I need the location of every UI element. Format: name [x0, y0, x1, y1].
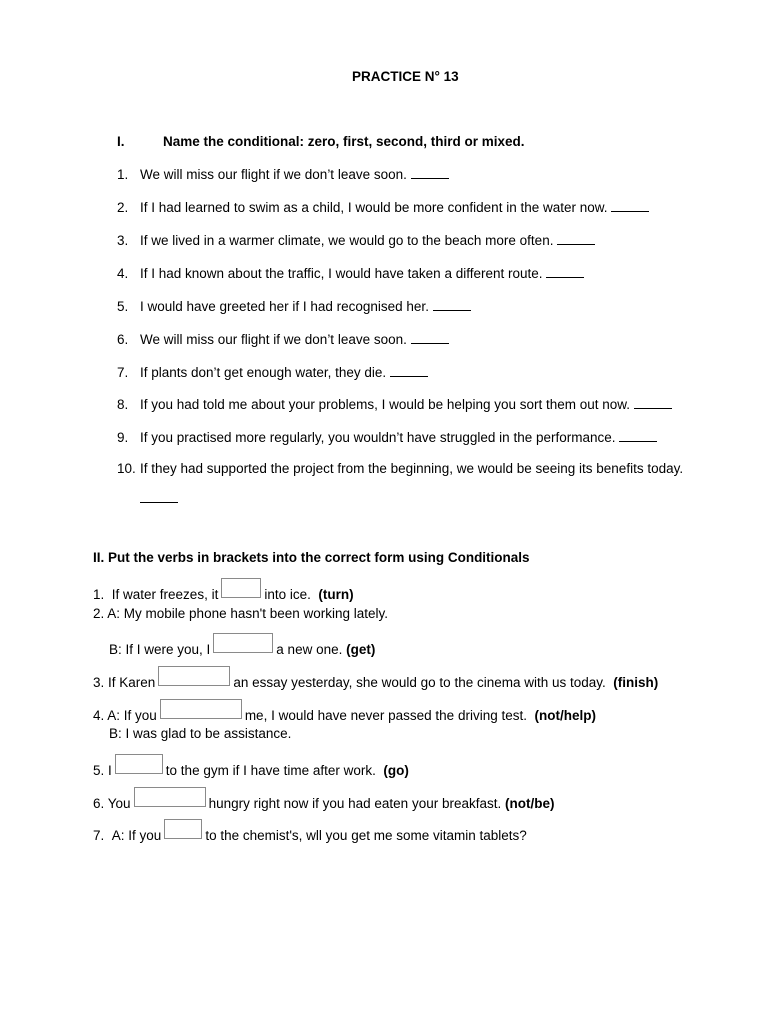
item-text-before: B: If I were you, I — [109, 642, 211, 657]
list-item — [117, 298, 471, 315]
list-item — [117, 265, 584, 282]
item-text: We will miss our flight if we don’t leave soon. — [140, 167, 407, 182]
page-title: PRACTICE N° 13 — [352, 69, 459, 84]
item-text-after: hungry right now if you had eaten your breakfast. — [208, 796, 502, 811]
item-text-before: A: If you — [111, 828, 162, 843]
verb-hint: (go) — [383, 763, 409, 778]
exercise-item-4-b: B: I was glad to be assistance. — [109, 726, 292, 741]
item-text-after: to the gym if I have time after work. — [165, 763, 376, 778]
answer-blank[interactable] — [433, 298, 471, 311]
list-item — [117, 364, 428, 381]
item-number: 10. — [117, 461, 136, 476]
dialogue-line-a: A: My mobile phone hasn't been working lately. — [107, 606, 389, 621]
item-text: I would have greeted her if I had recognised her. — [140, 299, 429, 314]
exercise-item-7 — [93, 824, 527, 844]
item-number: 2. — [93, 606, 105, 621]
answer-input[interactable] — [221, 578, 261, 598]
item-text-after: an essay yesterday, she would go to the cinema with us today. — [233, 675, 606, 690]
section-2-heading: II. Put the verbs in brackets into the correct form using Conditionals — [93, 550, 530, 565]
verb-hint: (turn) — [318, 587, 354, 602]
answer-blank[interactable] — [634, 396, 672, 409]
exercise-item-2 — [93, 606, 388, 622]
answer-input[interactable] — [158, 666, 230, 686]
verb-hint: (finish) — [613, 675, 659, 690]
answer-blank[interactable] — [546, 265, 584, 278]
item-text: If I had known about the traffic, I would have taken a different route. — [140, 266, 543, 281]
exercise-item-1 — [93, 583, 354, 603]
exercise-item-4 — [93, 704, 596, 724]
verb-hint: (not/be) — [505, 796, 555, 811]
item-number: 6. — [117, 332, 129, 347]
item-number: 5. — [117, 299, 129, 314]
item-number: 7. — [117, 365, 129, 380]
item-number: 6. — [93, 796, 105, 811]
item-text: If you had told me about your problems, I would be helping you sort them out now. — [140, 397, 631, 412]
answer-blank[interactable] — [140, 490, 178, 503]
answer-input[interactable] — [160, 699, 242, 719]
item-text-after: me, I would have never passed the driving test. — [244, 708, 527, 723]
item-text: If I had learned to swim as a child, I would be more confident in the water now. — [140, 200, 608, 215]
item-text: If we lived in a warmer climate, we would go to the beach more often. — [140, 233, 554, 248]
item-number: 1. — [93, 587, 105, 602]
list-item — [117, 429, 657, 446]
answer-blank[interactable] — [611, 199, 649, 212]
answer-input[interactable] — [164, 819, 202, 839]
item-number: 1. — [117, 167, 129, 182]
section-1-heading: Name the conditional: zero, first, second, third or mixed. — [163, 134, 525, 149]
item-number: 9. — [117, 430, 129, 445]
item-text: If plants don’t get enough water, they die. — [140, 365, 387, 380]
answer-input[interactable] — [134, 787, 206, 807]
exercise-item-3 — [93, 671, 658, 691]
item-number: 2. — [117, 200, 129, 215]
verb-hint: (get) — [346, 642, 376, 657]
item-text-before: You — [107, 796, 131, 811]
item-text: We will miss our flight if we don’t leave soon. — [140, 332, 407, 347]
item-text-before: If Karen — [108, 675, 156, 690]
answer-input[interactable] — [213, 633, 273, 653]
item-text-before: If water freezes, it — [111, 587, 219, 602]
item-number: 7. — [93, 828, 105, 843]
item-text: If they had supported the project from the beginning, we would be seeing its benefits today. — [140, 461, 684, 476]
item-number: 5. — [93, 763, 105, 778]
list-item — [117, 199, 649, 216]
answer-blank[interactable] — [411, 331, 449, 344]
exercise-item-6 — [93, 792, 555, 812]
item-text-before: I — [108, 763, 112, 778]
answer-blank[interactable] — [411, 166, 449, 179]
item-text-before: A: If you — [107, 708, 157, 723]
list-item — [117, 461, 683, 477]
section-1-roman: I. — [117, 134, 125, 149]
item-number: 3. — [93, 675, 105, 690]
answer-input[interactable] — [115, 754, 163, 774]
list-item — [117, 331, 449, 348]
item-text-after: a new one. — [276, 642, 343, 657]
verb-hint: (not/help) — [534, 708, 596, 723]
list-item — [117, 166, 449, 183]
answer-blank[interactable] — [390, 364, 428, 377]
answer-blank[interactable] — [619, 429, 657, 442]
list-item — [117, 396, 672, 413]
list-item — [117, 232, 595, 249]
exercise-item-5 — [93, 759, 409, 779]
list-item-continuation — [140, 490, 178, 507]
exercise-item-2-b — [109, 638, 375, 658]
item-text-after: to the chemist's, wll you get me some vitamin tablets? — [205, 828, 527, 843]
item-text: If you practised more regularly, you wouldn’t have struggled in the performance. — [140, 430, 616, 445]
item-text-after: into ice. — [264, 587, 311, 602]
item-number: 8. — [117, 397, 129, 412]
answer-blank[interactable] — [557, 232, 595, 245]
item-number: 4. — [93, 708, 105, 723]
item-number: 4. — [117, 266, 129, 281]
item-number: 3. — [117, 233, 129, 248]
